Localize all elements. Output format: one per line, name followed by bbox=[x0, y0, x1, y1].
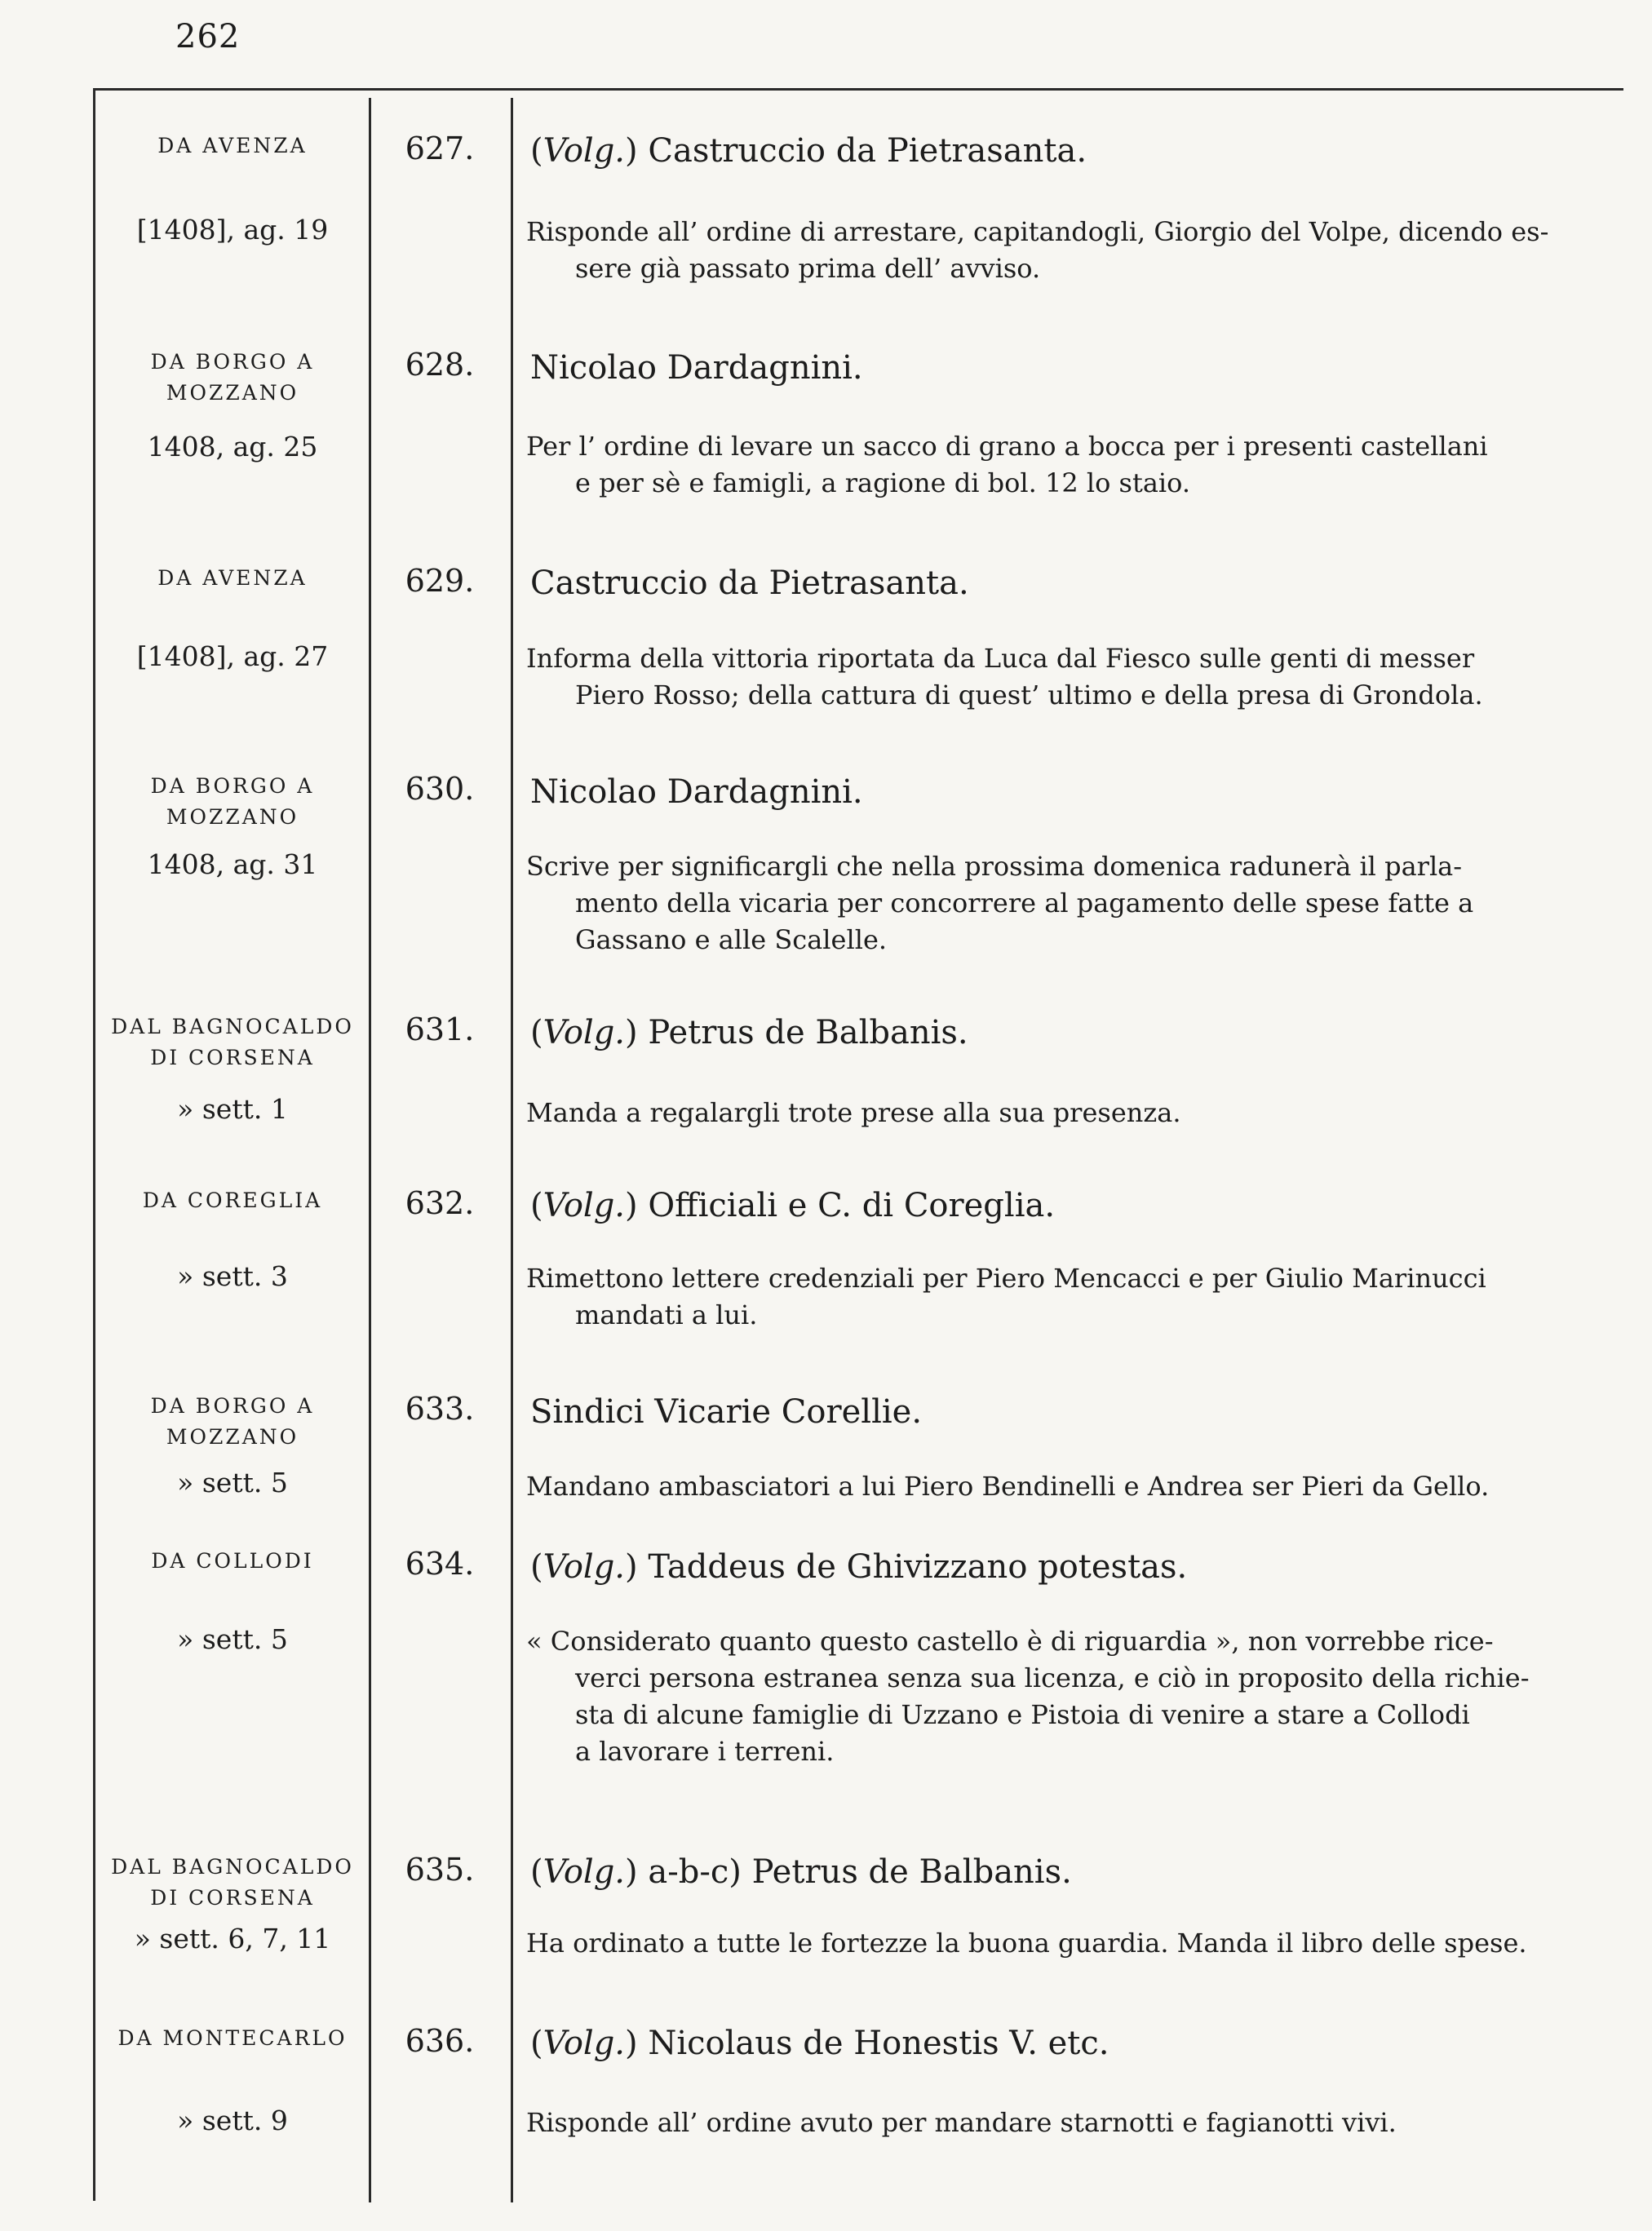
entry-place-line: DA BORGO A bbox=[150, 774, 315, 798]
entry-number: 635. bbox=[405, 1852, 475, 1888]
summary-line: Ha ordinato a tutte le fortezze la buona guardia. Manda il libro delle spese. bbox=[526, 1928, 1527, 1959]
entry-place-line: DA COREGLIA bbox=[142, 1189, 323, 1212]
entry-place-line: MOZZANO bbox=[166, 1425, 299, 1449]
summary-line: Scrive per significargli che nella prossima domenica radunerà il parla- bbox=[526, 851, 1463, 882]
entry-date: 1408, ag. 31 bbox=[147, 848, 318, 880]
entry-title: (Volg.) Officiali e C. di Coreglia. bbox=[530, 1187, 1056, 1224]
entry-date: » sett. 5 bbox=[177, 1623, 288, 1655]
entry-title bbox=[530, 564, 1591, 602]
entry-place bbox=[98, 1852, 367, 1914]
entry-number: 627. bbox=[405, 131, 475, 166]
volg-marker: Volg. bbox=[543, 1014, 626, 1051]
volg-marker: Volg. bbox=[543, 132, 626, 170]
summary-line: Risponde all’ ordine di arrestare, capitandogli, Giorgio del Volpe, dicendo es- bbox=[526, 216, 1549, 247]
entry-summary bbox=[526, 428, 1603, 502]
entry-number: 636. bbox=[405, 2023, 475, 2059]
entry-date: [1408], ag. 19 bbox=[136, 214, 329, 246]
entry-number: 633. bbox=[405, 1391, 475, 1427]
summary-line: Manda a regalargli trote prese alla sua presenza. bbox=[526, 1097, 1181, 1128]
entry-place-line: DA MONTECARLO bbox=[117, 2026, 348, 2050]
entry-title-text: Sindici Vicarie Corellie. bbox=[530, 1393, 923, 1431]
entry-title-text: Taddeus de Ghivizzano potestas. bbox=[648, 1548, 1188, 1586]
entry-place-line: MOZZANO bbox=[166, 381, 299, 405]
entry-title-text: Nicolao Dardagnini. bbox=[530, 773, 863, 811]
entry-date: 1408, ag. 25 bbox=[147, 431, 318, 463]
entry-place bbox=[98, 347, 367, 409]
entry-number: 628. bbox=[405, 347, 475, 383]
entry-title: (Volg.) Nicolaus de Honestis V. etc. bbox=[530, 2025, 1109, 2062]
entry-place-line: DA BORGO A bbox=[150, 1394, 315, 1418]
entry-title-text: Nicolaus de Honestis V. etc. bbox=[648, 2025, 1109, 2062]
volg-marker: Volg. bbox=[543, 1853, 626, 1891]
entry-title: (Volg.) Castruccio da Pietrasanta. bbox=[530, 132, 1087, 170]
entry-date: » sett. 1 bbox=[177, 1093, 288, 1125]
entry-title-text: Castruccio da Pietrasanta. bbox=[530, 564, 969, 602]
summary-line: Informa della vittoria riportata da Luca dal Fiesco sulle genti di messer bbox=[526, 643, 1475, 674]
entry-title-text: Petrus de Balbanis. bbox=[648, 1014, 968, 1051]
entry-place-line: DAL BAGNOCALDO bbox=[111, 1855, 354, 1879]
summary-line: « Considerato quanto questo castello è di riguardia », non vorrebbe rice- bbox=[526, 1626, 1494, 1657]
entry-summary bbox=[526, 1925, 1603, 1962]
entry-title-text: Officiali e C. di Coreglia. bbox=[648, 1187, 1056, 1224]
entry-date: » sett. 9 bbox=[177, 2105, 288, 2136]
summary-line: Rimettono lettere credenziali per Piero Mencacci e per Giulio Marinucci bbox=[526, 1263, 1486, 1294]
column-divider-2 bbox=[511, 98, 513, 2202]
entry-place bbox=[98, 1391, 367, 1453]
entry-place-line: DA AVENZA bbox=[157, 134, 308, 157]
page-number: 262 bbox=[175, 18, 241, 55]
summary-line: sere già passato prima dell’ avviso. bbox=[575, 253, 1041, 284]
summary-line: Gassano e alle Scalelle. bbox=[575, 924, 888, 955]
entry-place bbox=[98, 1546, 367, 1577]
entry-summary bbox=[526, 214, 1603, 287]
entry-place bbox=[98, 131, 367, 162]
summary-line: sta di alcune famiglie di Uzzano e Pistoia di venire a stare a Collodi bbox=[575, 1699, 1470, 1730]
entry-place-line: DI CORSENA bbox=[150, 1046, 315, 1069]
column-divider-1 bbox=[369, 98, 371, 2202]
top-rule bbox=[94, 88, 1623, 91]
entry-place-line: DA AVENZA bbox=[157, 566, 308, 590]
entry-title bbox=[530, 773, 1591, 811]
entry-summary bbox=[526, 2105, 1603, 2141]
summary-line: Piero Rosso; della cattura di quest’ ultimo e della presa di Grondola. bbox=[575, 679, 1483, 710]
entry-number: 631. bbox=[405, 1011, 475, 1047]
entry-title-text: Nicolao Dardagnini. bbox=[530, 349, 863, 387]
entry-number: 630. bbox=[405, 771, 475, 807]
entry-title: (Volg.) Petrus de Balbanis. bbox=[530, 1014, 968, 1051]
entry-title bbox=[530, 349, 1591, 387]
entry-summary bbox=[526, 1095, 1603, 1131]
summary-line: mento della vicaria per concorrere al pagamento delle spese fatte a bbox=[575, 888, 1474, 919]
entry-title bbox=[530, 1393, 1591, 1431]
volg-marker: Volg. bbox=[543, 1187, 626, 1224]
volg-marker: Volg. bbox=[543, 2025, 626, 2062]
summary-line: e per sè e famigli, a ragione di bol. 12 lo staio. bbox=[575, 467, 1191, 498]
entry-place-line: DA COLLODI bbox=[151, 1549, 314, 1573]
volg-marker: Volg. bbox=[543, 1548, 626, 1586]
entry-number: 632. bbox=[405, 1185, 475, 1221]
entry-date: » sett. 6, 7, 11 bbox=[134, 1923, 331, 1954]
entry-title: (Volg.) Taddeus de Ghivizzano potestas. bbox=[530, 1548, 1188, 1586]
entry-title-text: Castruccio da Pietrasanta. bbox=[648, 132, 1087, 170]
entry-date: [1408], ag. 27 bbox=[136, 640, 329, 672]
summary-line: verci persona estranea senza sua licenza, e ciò in proposito della richie- bbox=[575, 1662, 1530, 1693]
summary-line: Risponde all’ ordine avuto per mandare starnotti e fagianotti vivi. bbox=[526, 2107, 1397, 2138]
entry-place bbox=[98, 1011, 367, 1073]
entry-summary bbox=[526, 1260, 1603, 1334]
entry-title: (Volg.) a-b-c) Petrus de Balbanis. bbox=[530, 1853, 1072, 1891]
entry-summary bbox=[526, 1468, 1603, 1505]
entry-place bbox=[98, 2023, 367, 2054]
entry-place-line: DAL BAGNOCALDO bbox=[111, 1015, 354, 1038]
entry-title-text: a-b-c) Petrus de Balbanis. bbox=[648, 1853, 1072, 1891]
entry-place-line: DI CORSENA bbox=[150, 1886, 315, 1910]
entry-place-line: DA BORGO A bbox=[150, 350, 315, 374]
entry-place bbox=[98, 1185, 367, 1216]
summary-line: a lavorare i terreni. bbox=[575, 1736, 835, 1767]
entry-date: » sett. 5 bbox=[177, 1467, 288, 1498]
summary-line: Per l’ ordine di levare un sacco di grano a bocca per i presenti castellani bbox=[526, 431, 1488, 462]
entry-place bbox=[98, 771, 367, 833]
left-border-line bbox=[93, 88, 95, 2201]
entry-summary bbox=[526, 848, 1603, 958]
summary-line: Mandano ambasciatori a lui Piero Bendinelli e Andrea ser Pieri da Gello. bbox=[526, 1471, 1490, 1502]
summary-line: mandati a lui. bbox=[575, 1299, 758, 1330]
entry-summary bbox=[526, 1623, 1603, 1770]
entry-date: » sett. 3 bbox=[177, 1260, 288, 1292]
entry-number: 634. bbox=[405, 1546, 475, 1582]
entry-place-line: MOZZANO bbox=[166, 805, 299, 829]
entry-place bbox=[98, 563, 367, 594]
entry-number: 629. bbox=[405, 563, 475, 599]
entry-summary bbox=[526, 640, 1603, 714]
